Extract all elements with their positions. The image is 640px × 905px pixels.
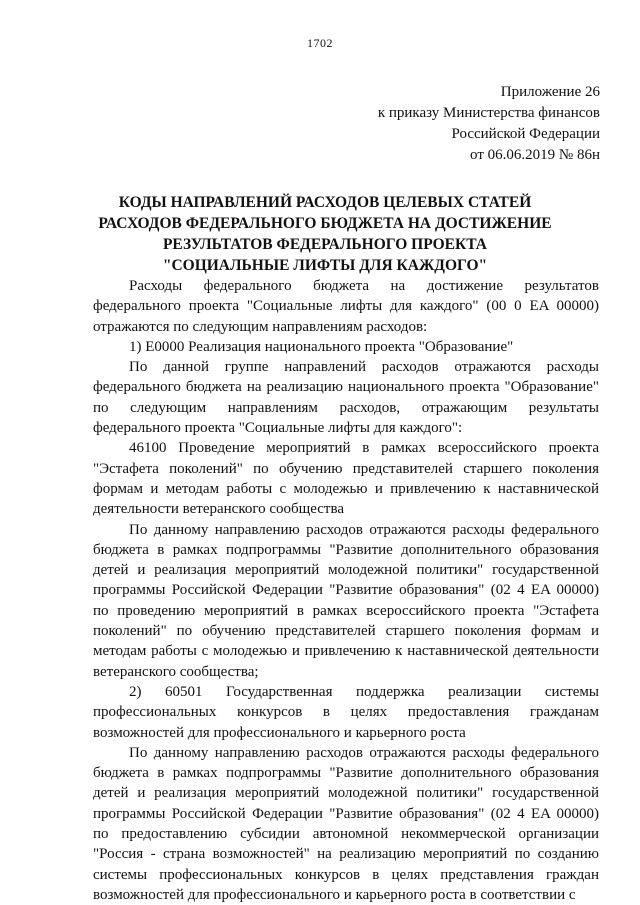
text-line: 2) 60501 Государственная поддержка реализации системы [129, 683, 599, 700]
paragraph [93, 520, 599, 682]
text-line: отражаются по следующим направлениям расходов: [93, 318, 428, 335]
text-line: детей и реализация мероприятий молодежной политики" государственной [93, 562, 599, 579]
text-line: федерального проекта "Социальные лифты для каждого": [93, 420, 463, 437]
text-line: федерального проекта "Социальные лифты для каждого" (00 0 EA 00000) [93, 298, 599, 315]
paragraph [93, 682, 599, 743]
text-line: по следующим направлениям расходов, отражающим результаты [93, 399, 599, 416]
appendix-title: Приложение 26 [500, 84, 600, 100]
text-line: По данному направлению расходов отражаются расходы федерального [129, 521, 599, 538]
document-heading [60, 192, 590, 276]
paragraph [93, 438, 599, 519]
text-line: По данному направлению расходов отражаются расходы федерального [129, 744, 599, 761]
text-line: поколений" по обучению представителей старшего поколения формам и [93, 623, 599, 640]
text-line: деятельности ветеранского сообщества [93, 501, 345, 518]
text-line: "Эстафета поколений" по обучению представителей старшего поколения [93, 460, 599, 477]
text-line: "Россия - страна возможностей" на реализацию мероприятий по созданию [93, 846, 599, 863]
heading-line: РАСХОДОВ ФЕДЕРАЛЬНОГО БЮДЖЕТА НА ДОСТИЖЕНИЕ [98, 215, 552, 232]
text-line: по предоставлению субсидии автономной некоммерческой организации [93, 826, 599, 843]
heading-line: КОДЫ НАПРАВЛЕНИЙ РАСХОДОВ ЦЕЛЕВЫХ СТАТЕЙ [118, 194, 532, 211]
text-line: по проведению мероприятий в рамках всероссийского проекта "Эстафета [93, 602, 599, 619]
appendix-org: Российской Федерации [451, 126, 600, 142]
text-line: возможностей для профессионального и карьерного роста [93, 724, 466, 741]
text-line: программы Российской Федерации "Развитие образования" (02 4 EA 00000) [93, 582, 599, 599]
heading-line: "СОЦИАЛЬНЫЕ ЛИФТЫ ДЛЯ КАЖДОГО" [162, 257, 488, 274]
text-line: 1) Е0000 Реализация национального проекта "Образование" [129, 338, 514, 355]
text-line: 46100 Проведение мероприятий в рамках всероссийского проекта [129, 440, 599, 457]
text-line: методам работы с молодежью и привлечению к наставнической деятельности [93, 643, 599, 660]
text-line: системы профессиональных конкурсов в целях представления граждан [93, 866, 599, 883]
text-line: бюджета в рамках подпрограммы "Развитие дополнительного образования [93, 541, 599, 558]
text-line: бюджета в рамках подпрограммы "Развитие дополнительного образования [93, 765, 599, 782]
text-line: программы Российской Федерации "Развитие образования" (02 4 EA 00000) [93, 805, 599, 822]
appendix-order-ref: к приказу Министерства финансов [377, 105, 600, 121]
paragraph [93, 276, 599, 337]
heading-line: РЕЗУЛЬТАТОВ ФЕДЕРАЛЬНОГО ПРОЕКТА [162, 236, 488, 253]
paragraph [93, 743, 599, 905]
paragraph [93, 337, 599, 357]
text-line: Расходы федерального бюджета на достижение результатов [129, 278, 599, 294]
text-line: федерального бюджета на реализацию национального проекта "Образование" [93, 379, 599, 396]
page-number: 1702 [307, 36, 333, 50]
document-body [93, 276, 599, 905]
appendix-date: от 06.06.2019 № 86н [470, 147, 600, 163]
text-line: детей и реализация мероприятий молодежной политики" государственной [93, 785, 599, 802]
paragraph [93, 357, 599, 438]
text-line: возможностей для профессионального и карьерного роста в соответствии с [93, 886, 576, 903]
text-line: формам и методам работы с молодежью и привлечению к наставнической [93, 480, 599, 497]
text-line: ветеранского сообщества; [93, 663, 259, 680]
text-line: профессиональных конкурсов в целях предоставления гражданам [93, 704, 599, 721]
appendix-block [378, 82, 600, 166]
text-line: По данной группе направлений расходов отражаются расходы [129, 359, 599, 376]
